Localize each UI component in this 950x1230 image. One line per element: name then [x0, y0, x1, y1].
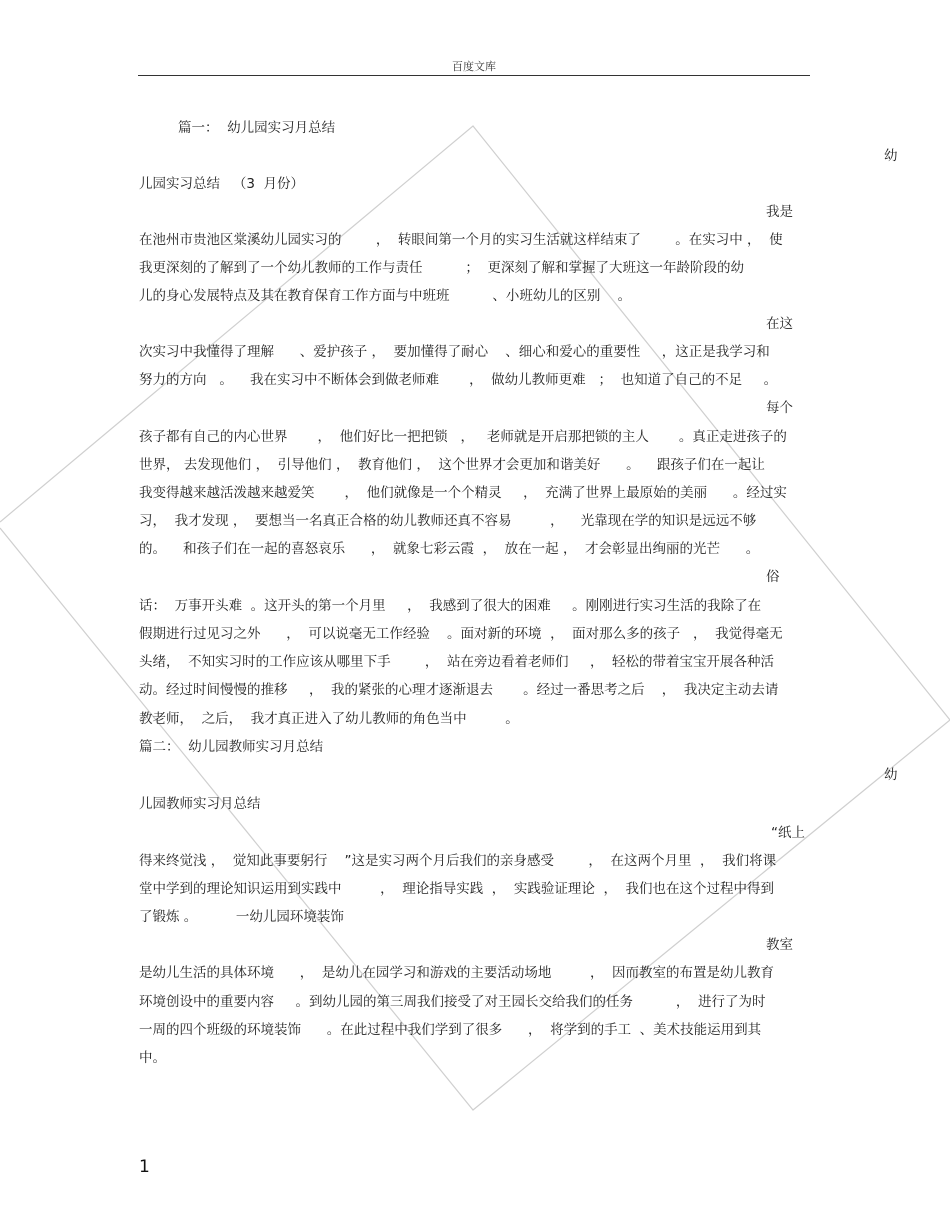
text-line: 中。 [139, 1050, 166, 1066]
text-line: 俗 [766, 569, 780, 585]
text-line: 头绪， 不知实习时的工作应该从哪里下手 ， 站在旁边看着老师们 ， 轻松的带着宝宝开展各种活 [139, 654, 775, 670]
text-line: 儿园教师实习月总结 [139, 796, 261, 812]
header-divider [138, 75, 810, 76]
text-line: 话： 万事开头难 。这开头的第一个月里 ， 我感到了很大的困难 。刚刚进行实习生活的我除了在 [139, 598, 762, 614]
text-line: 我是 [766, 204, 793, 220]
text-line: 孩子都有自己的内心世界 ， 他们好比一把把锁 ， 老师就是开启那把锁的主人 。真正走进孩子的 [139, 429, 787, 445]
text-line: 儿园实习总结 （3 月份） [139, 176, 305, 192]
text-line: 在这 [766, 316, 793, 332]
text-line: 了锻炼 。 一幼儿园环境装饰 [139, 909, 344, 925]
section-heading-1: 篇一： 幼儿园实习月总结 [178, 120, 336, 136]
text-line: 假期进行过见习之外 ， 可以说毫无工作经验 。面对新的环境 ， 面对那么多的孩子 ， 我觉得毫无 [139, 626, 783, 642]
text-line: 世界， 去发现他们 ， 引导他们 ， 教育他们 ， 这个世界才会更加和谐美好 。 跟孩子们在一起让 [139, 457, 765, 473]
section-heading-2: 篇二： 幼儿园教师实习月总结 [139, 739, 324, 755]
text-line: 我更深刻的了解到了一个幼儿教师的工作与责任 ； 更深刻了解和掌握了大班这一年龄阶段的幼 [139, 260, 744, 276]
text-line: 在池州市贵池区棠溪幼儿园实习的 ， 转眼间第一个月的实习生活就这样结束了 。在实习中 ， 使 [139, 232, 783, 248]
text-line: 努力的方向 。 我在实习中不断体会到做老师难 ， 做幼儿教师更难 ； 也知道了自己的不足 。 [139, 372, 778, 388]
text-line: “纸上 [771, 825, 805, 841]
page-header: 百度文库 [452, 60, 496, 73]
page-number: 1 [139, 1157, 150, 1177]
text-line: 教老师， 之后， 我才真正进入了幼儿教师的角色当中 。 [139, 711, 519, 727]
text-line: 幼 [884, 148, 898, 164]
text-line: 动。经过时间慢慢的推移 ， 我的紧张的心理才逐渐退去 。经过一番思考之后 ， 我决定主动去请 [139, 682, 779, 698]
text-line: 一周的四个班级的环境装饰 。在此过程中我们学到了很多 ， 将学到的手工 、美术技能运用到其 [139, 1022, 762, 1038]
text-line: 教室 [766, 937, 793, 953]
text-line: 环境创设中的重要内容 。到幼儿园的第三周我们接受了对王园长交给我们的任务 ， 进行了为时 [139, 994, 766, 1010]
text-line: 得来终觉浅 ， 觉知此事要躬行 ”这是实习两个月后我们的亲身感受 ， 在这两个月里 ， 我们将课 [139, 853, 777, 869]
text-line: 的。 和孩子们在一起的喜怒哀乐 ， 就象七彩云霞 ， 放在一起 ， 才会彰显出绚丽的光芒 。 [139, 541, 760, 557]
text-line: 次实习中我懂得了理解 、爱护孩子 ， 要加懂得了耐心 、细心和爱心的重要性 ，这正是我学习和 [139, 344, 770, 360]
text-line: 是幼儿生活的具体环境 ， 是幼儿在园学习和游戏的主要活动场地 ， 因而教室的布置是幼儿教育 [139, 965, 775, 981]
text-line: 我变得越来越活泼越来越爱笑 ， 他们就像是一个个精灵 ， 充满了世界上最原始的美丽 。经过实 [139, 485, 787, 501]
text-line: 堂中学到的理论知识运用到实践中 ， 理论指导实践 ， 实践验证理论 ， 我们也在这个过程中得到 [139, 881, 775, 897]
text-line: 儿的身心发展特点及其在教育保育工作方面与中班班 、小班幼儿的区别 。 [139, 288, 632, 304]
text-line: 习， 我才发现 ， 要想当一名真正合格的幼儿教师还真不容易 ， 光靠现在学的知识是远远不够 [139, 513, 757, 529]
text-line: 每个 [766, 400, 793, 416]
text-line: 幼 [884, 767, 898, 783]
